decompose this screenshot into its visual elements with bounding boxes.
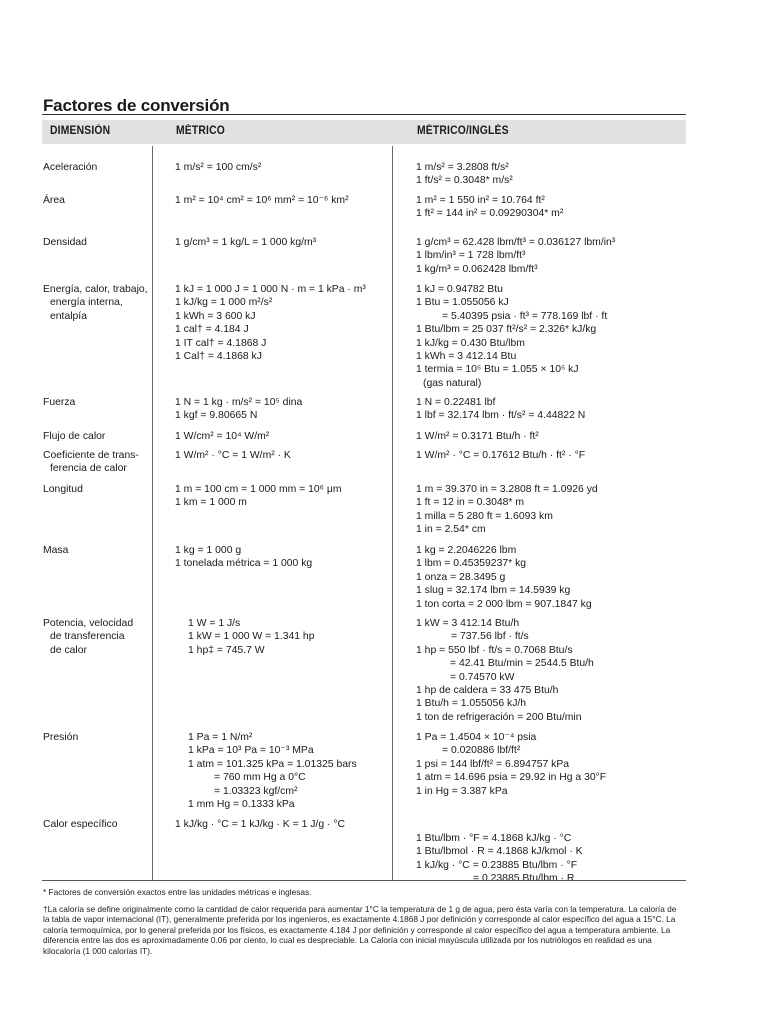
metric-english-cell: 1 kJ = 0.94782 Btu 1 Btu = 1.055056 kJ = 5.40395 psia · ft³ = 778.169 lbf · ft 1 Btu/lbm = 25 037 ft²/s² = 2.326* kJ/kg 1 kJ/kg = 0.430 Btu/lbm 1 kWh = 3 412.14 Btu 1 termia = 10⁵ Btu = 1.055 × 10⁵ kJ (gas natural) xyxy=(416,284,608,389)
title-rule xyxy=(42,114,686,115)
metric-english-cell: 1 m = 39.370 in = 3.2808 ft = 1.0926 yd 1 ft = 12 in = 0.3048* m 1 milla = 5 280 ft = 1.6093 km 1 in = 2.54* cm xyxy=(416,484,598,536)
dimension-cell: Longitud xyxy=(43,484,83,495)
page-title: Factores de conversión xyxy=(43,96,230,115)
header-dimension: DIMENSIÓN xyxy=(50,125,111,137)
metric-english-cell: 1 W/m² · °C = 0.17612 Btu/h · ft² · °F xyxy=(416,450,586,461)
column-divider xyxy=(152,146,153,880)
table-header xyxy=(42,120,686,144)
metric-cell: 1 W/cm² = 10⁴ W/m² xyxy=(175,431,270,442)
dimension-cell: Flujo de calor xyxy=(43,431,106,442)
dimension-cell: Calor específico xyxy=(43,819,118,830)
table-bottom-rule xyxy=(42,880,686,881)
metric-english-cell: 1 W/m² = 0.3171 Btu/h · ft² xyxy=(416,431,539,442)
metric-english-cell: 1 m² = 1 550 in² = 10.764 ft² 1 ft² = 144 in² = 0.09290304* m² xyxy=(416,195,564,220)
header-metric-english: MÉTRICO/INGLÉS xyxy=(417,125,509,137)
metric-english-cell: 1 m/s² = 3.2808 ft/s² 1 ft/s² = 0.3048* m/s² xyxy=(416,162,513,187)
dimension-cell: Aceleración xyxy=(43,162,98,173)
footnote-exact-factors: * Factores de conversión exactos entre las unidades métricas e inglesas. xyxy=(43,887,312,897)
metric-cell: 1 m = 100 cm = 1 000 mm = 10⁶ μm 1 km = 1 000 m xyxy=(175,484,342,509)
metric-cell: 1 kg = 1 000 g 1 tonelada métrica = 1 000 kg xyxy=(175,545,313,570)
footnote-calorie: †La caloría se define originalmente como la cantidad de calor requerida para aumentar 1°C la temperatura de 1 g de agua, pero ésta varía con la temperatura. La caloría de la tabla de vapor internacional (IT), generalmente preferida por los ingenieros, es exactamente 4.1868 J por definición y corresponde al calor específico del agua a 15°C. La caloría termoquímica, por lo general preferida por los físicos, es exactamente 4.184 J por definición y corresponde al calor específico del agua a temperatura ambiente. La diferencia entre las dos es aproximadamente 0.06 por ciento, lo cual es despreciable. La Caloría con inicial mayúscula utilizada por los nutriólogos en realidad es una kilocaloría (1 000 calorías IT). xyxy=(43,903,677,956)
metric-english-cell: 1 Btu/lbm · °F = 4.1868 kJ/kg · °C 1 Btu/lbmol · R = 4.1868 kJ/kmol · K 1 kJ/kg · °C = 0.23885 Btu/lbm · °F = 0.23885 Btu/lbm · R xyxy=(416,833,583,885)
footnotes xyxy=(43,887,685,963)
metric-english-cell: 1 kW = 3 412.14 Btu/h = 737.56 lbf · ft/s 1 hp = 550 lbf · ft/s = 0.7068 Btu/s = 42.41 Btu/min = 2544.5 Btu/h = 0.74570 kW 1 hp de caldera = 33 475 Btu/h 1 Btu/h = 1.055056 kJ/h 1 ton de refrigeración = 200 Btu/min xyxy=(416,618,594,723)
dimension-cell: Masa xyxy=(43,545,69,556)
metric-english-cell: 1 Pa = 1.4504 × 10⁻⁴ psia = 0.020886 lbf/ft² 1 psi = 144 lbf/ft² = 6.894757 kPa 1 atm = 14.696 psia = 29.92 in Hg a 30°F 1 in Hg = 3.387 kPa xyxy=(416,732,607,797)
dimension-cell: Energía, calor, trabajo, energía interna, entalpía xyxy=(43,284,148,322)
metric-english-cell: 1 kg = 2.2046226 lbm 1 lbm = 0.45359237* kg 1 onza = 28.3495 g 1 slug = 32.174 lbm = 14.5939 kg 1 ton corta = 2 000 lbm = 907.1847 kg xyxy=(416,545,592,610)
dimension-cell: Potencia, velocidad de transferencia de calor xyxy=(43,618,134,656)
metric-cell: 1 W = 1 J/s 1 kW = 1 000 W = 1.341 hp 1 hp‡ = 745.7 W xyxy=(188,618,315,656)
dimension-cell: Fuerza xyxy=(43,397,76,408)
dimension-cell: Coeficiente de trans- ferencia de calor xyxy=(43,450,139,475)
dimension-cell: Área xyxy=(43,195,65,206)
metric-english-cell: 1 N = 0.22481 lbf 1 lbf = 32.174 lbm · ft/s² = 4.44822 N xyxy=(416,397,586,422)
metric-cell: 1 m/s² = 100 cm/s² xyxy=(175,162,262,173)
dimension-cell: Densidad xyxy=(43,237,87,248)
metric-cell: 1 kJ/kg · °C = 1 kJ/kg · K = 1 J/g · °C xyxy=(175,819,345,830)
metric-cell: 1 Pa = 1 N/m² 1 kPa = 10³ Pa = 10⁻³ MPa 1 atm = 101.325 kPa = 1.01325 bars = 760 mm Hg a 0°C = 1.03323 kgf/cm² 1 mm Hg = 0.1333 kPa xyxy=(188,732,357,811)
metric-cell: 1 g/cm³ = 1 kg/L = 1 000 kg/m³ xyxy=(175,237,317,248)
metric-cell: 1 W/m² · °C = 1 W/m² · K xyxy=(175,450,291,461)
metric-cell: 1 kJ = 1 000 J = 1 000 N · m = 1 kPa · m³ 1 kJ/kg = 1 000 m²/s² 1 kWh = 3 600 kJ 1 cal† = 4.184 J 1 IT cal† = 4.1868 J 1 Cal† = 4.1868 kJ xyxy=(175,284,366,363)
header-metric: MÉTRICO xyxy=(176,125,225,137)
dimension-cell: Presión xyxy=(43,732,79,743)
metric-cell: 1 m² = 10⁴ cm² = 10⁶ mm² = 10⁻⁶ km² xyxy=(175,195,349,206)
metric-cell: 1 N = 1 kg · m/s² = 10⁵ dina 1 kgf = 9.80665 N xyxy=(175,397,303,422)
metric-english-cell: 1 g/cm³ = 62.428 lbm/ft³ = 0.036127 lbm/in³ 1 lbm/in³ = 1 728 lbm/ft³ 1 kg/m³ = 0.062428 lbm/ft³ xyxy=(416,237,616,275)
